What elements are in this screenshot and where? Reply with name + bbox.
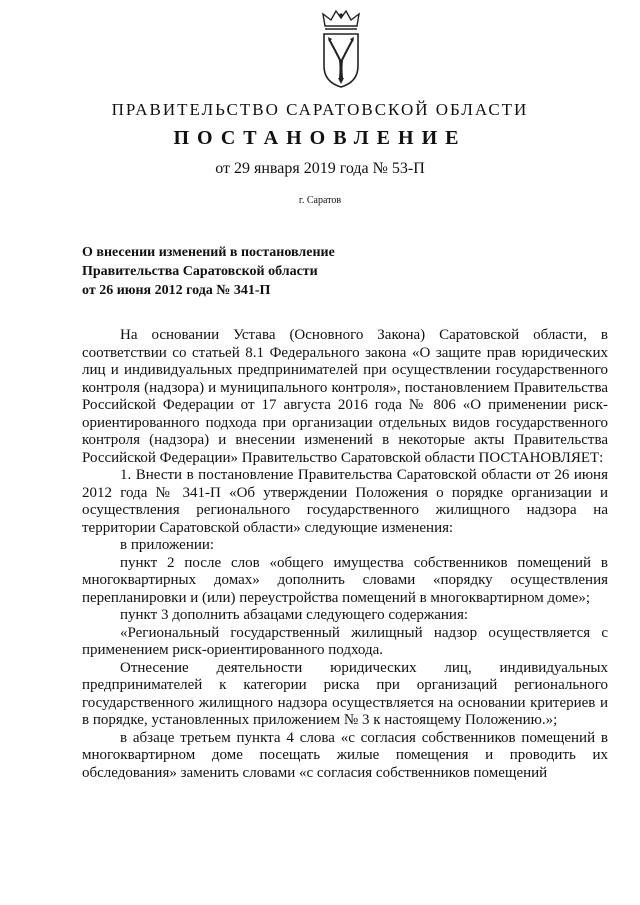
document-city: г. Саратов [298,195,342,206]
subject-line: от 26 июня 2012 года № 341-П [82,283,271,298]
coat-of-arms-icon [316,8,366,90]
document-date-number: от 29 января 2019 года № 53-П [215,160,425,177]
document-type-title: ПОСТАНОВЛЕНИЕ [173,127,467,149]
body-paragraph: в абзаце третьем пункта 4 слова «с согласия собственников помещений в многоквартирном доме посещать жилые помещения и проводить их обследования» заменить словами «с согласия собственников помещений [82,729,608,781]
document-body [82,327,608,782]
body-paragraph: в приложении: [120,537,215,553]
subject-line: О внесении изменений в постановление [82,245,335,260]
body-paragraph: Отнесение деятельности юридических лиц, индивидуальных предпринимателей к категории риска при организаций регионального государственного жилищного надзора осуществляется на основании критериев и в порядке, установленных приложением № 3 к настоящему Положению.»; [82,659,608,728]
body-paragraph: 1. Внести в постановление Правительства Саратовской области от 26 июня 2012 года № 341-П «Об утверждении Положения о порядке организации и осуществления регионального государственного жилищного надзора на территории Саратовской области» следующие изменения: [82,467,608,536]
subject-line: Правительства Саратовской области [82,264,318,279]
body-paragraph: пункт 2 после слов «общего имущества собственников помещений в многоквартирных домах» дополнить словами «порядку осуществления перепланировки и (или) переустройства помещений в многоквартирном доме»; [82,554,608,606]
document-subject [82,243,502,300]
body-paragraph: На основании Устава (Основного Закона) Саратовской области, в соответствии со статьей 8.1 Федерального закона «О защите прав юридических лиц и индивидуальных предпринимателей при осуществлении государственного контроля (надзора) и муниципального контроля», постановлением Правительства Российской Федерации от 17 августа 2016 года № 806 «О применении риск-ориентированного подхода при организации отдельных видов государственного контроля (надзора) и внесении изменений в некоторые акты Правительства Российской Федерации» Правительство Саратовской области ПОСТАНОВЛЯЕТ: [82,327,608,466]
body-paragraph: «Региональный государственный жилищный надзор осуществляется с применением риск-ориентированного подхода. [82,624,608,658]
body-paragraph: пункт 3 дополнить абзацами следующего содержания: [120,607,469,623]
organization-name: ПРАВИТЕЛЬСТВО САРАТОВСКОЙ ОБЛАСТИ [111,100,529,119]
